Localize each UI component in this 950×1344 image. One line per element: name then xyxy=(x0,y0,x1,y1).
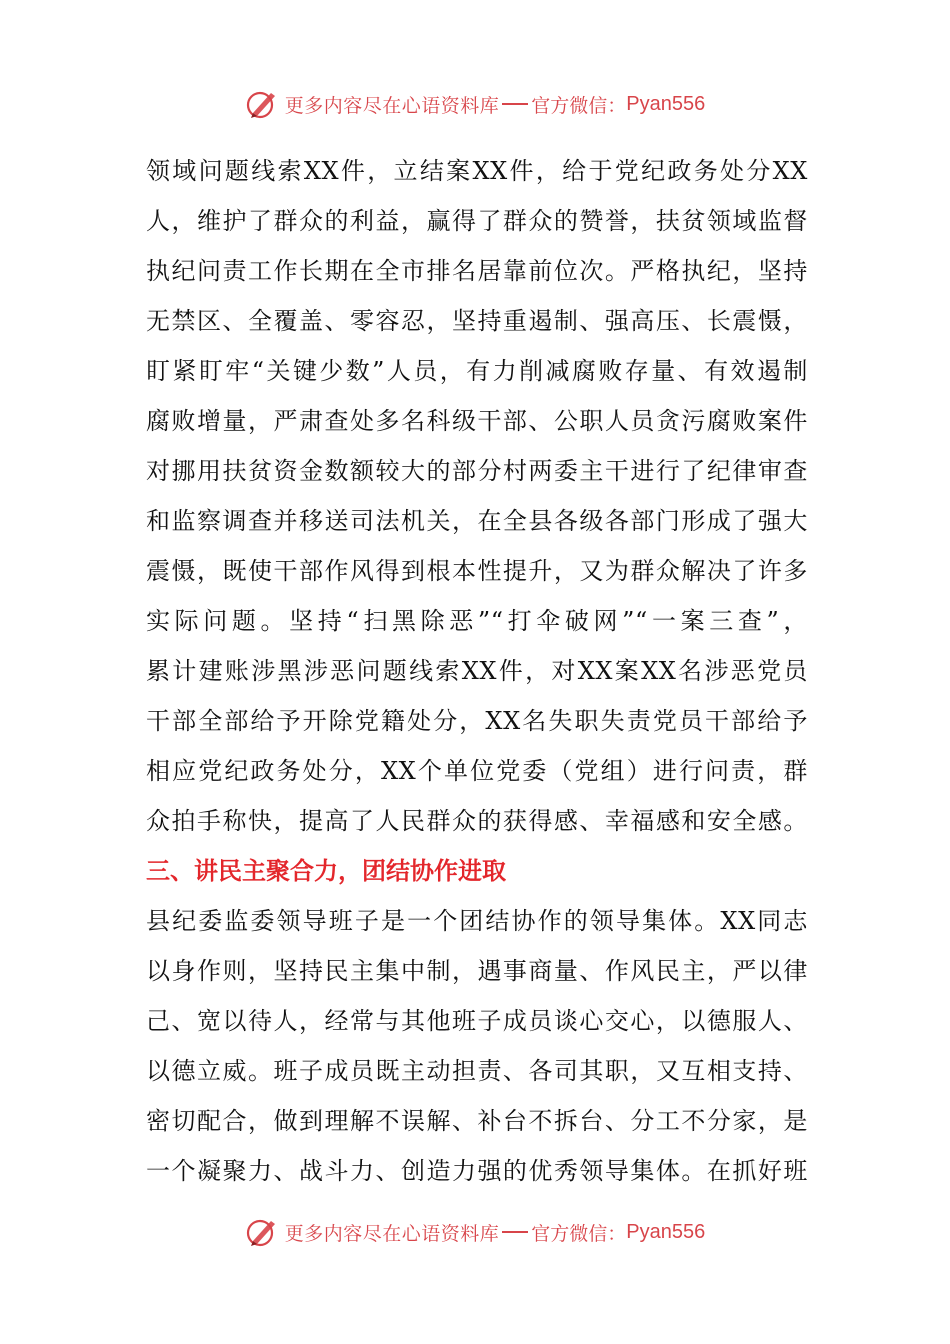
text-line: 对挪用扶贫资金数额较大的部分村两委主干进行了纪律审查 xyxy=(146,457,808,485)
watermark-footer xyxy=(0,1212,950,1252)
text-line: 累计建账涉黑涉恶问题线索XX件，对XX案XX名涉恶党员 xyxy=(146,657,808,685)
document-body xyxy=(146,146,808,1196)
watermark-id: Pyan556 xyxy=(626,1220,706,1243)
watermark-header xyxy=(0,84,950,124)
text-line: 震慑，既使干部作风得到根本性提升，又为群众解决了许多 xyxy=(146,557,808,585)
text-line: 密切配合，做到理解不误解、补台不拆台、分工不分家，是 xyxy=(146,1107,808,1135)
text-line: 众拍手称快，提高了人民群众的获得感、幸福感和安全感。 xyxy=(146,807,808,835)
text-line: 人，维护了群众的利益，赢得了群众的赞誉，扶贫领域监督 xyxy=(146,207,808,235)
watermark-dash xyxy=(502,1231,528,1233)
text-line: 和监察调查并移送司法机关，在全县各级各部门形成了强大 xyxy=(146,507,808,535)
watermark-brand: 更多内容尽在心语资料库 xyxy=(284,1222,500,1245)
paragraph-discipline xyxy=(146,146,808,846)
watermark-dash xyxy=(502,103,528,105)
text-line: 己、宽以待人，经常与其他班子成员谈心交心，以德服人、 xyxy=(146,1007,808,1035)
text-line: 以德立威。班子成员既主动担责、各司其职，又互相支持、 xyxy=(146,1057,808,1085)
text-line: 实际问题。坚持“扫黑除恶”“打伞破网”“一案三查”， xyxy=(146,607,808,635)
text-line: 盯紧盯牢“关键少数”人员，有力削减腐败存量、有效遏制 xyxy=(146,357,808,385)
watermark-label: 官方微信： xyxy=(531,94,627,117)
paragraph-leadership xyxy=(146,896,808,1196)
pen-logo-icon xyxy=(245,1215,279,1249)
watermark-label: 官方微信： xyxy=(531,1222,627,1245)
text-line: 无禁区、全覆盖、零容忍，坚持重遏制、强高压、长震慑， xyxy=(146,307,808,335)
text-line: 县纪委监委领导班子是一个团结协作的领导集体。XX同志 xyxy=(146,907,808,935)
text-line: 领域问题线索XX件，立结案XX件，给于党纪政务处分XX xyxy=(146,157,808,185)
text-line: 相应党纪政务处分，XX个单位党委（党组）进行问责，群 xyxy=(146,757,808,785)
text-line: 一个凝聚力、战斗力、创造力强的优秀领导集体。在抓好班 xyxy=(146,1157,808,1185)
text-line: 以身作则，坚持民主集中制，遇事商量、作风民主，严以律 xyxy=(146,957,808,985)
text-line: 干部全部给予开除党籍处分，XX名失职失责党员干部给予 xyxy=(146,707,808,735)
watermark-id: Pyan556 xyxy=(626,92,706,115)
section-heading: 三、讲民主聚合力，团结协作进取 xyxy=(146,857,506,885)
text-line: 腐败增量，严肃查处多名科级干部、公职人员贪污腐败案件 xyxy=(146,407,808,435)
watermark-brand: 更多内容尽在心语资料库 xyxy=(284,94,500,117)
pen-logo-icon xyxy=(245,87,279,121)
text-line: 执纪问责工作长期在全市排名居靠前位次。严格执纪，坚持 xyxy=(146,257,808,285)
